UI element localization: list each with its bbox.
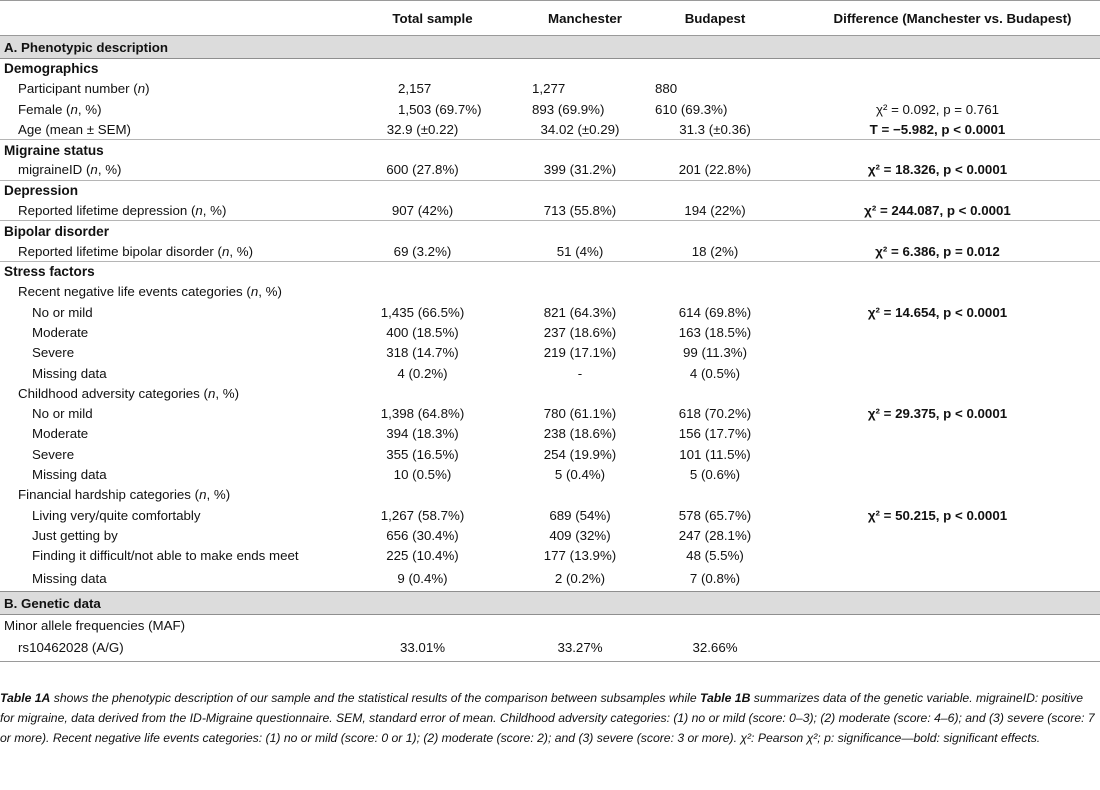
- table-row: [0, 424, 1100, 444]
- group-row: [0, 59, 1100, 79]
- cell-budapest: 4 (0.5%): [689, 365, 741, 381]
- cell-total: 656 (30.4%): [386, 527, 459, 543]
- row-label: Childhood adversity categories (n, %): [18, 385, 239, 401]
- table-row: [0, 383, 1100, 403]
- table-row: [0, 160, 1100, 180]
- row-label: Missing data: [32, 571, 107, 587]
- caption-text-1: shows the phenotypic description of our sample and the statistical results of the comparison between subsamples while: [50, 691, 701, 705]
- cell-budapest: 610 (69.3%): [655, 101, 728, 117]
- cell-manchester: 254 (19.9%): [543, 446, 617, 462]
- table-caption: [0, 689, 1096, 748]
- cell-manchester: 780 (61.1%): [543, 406, 617, 422]
- group-title: Demographics: [4, 61, 99, 77]
- cell-manchester: -: [577, 365, 583, 381]
- cell-manchester: 2 (0.2%): [554, 571, 606, 587]
- row-label: Severe: [32, 446, 75, 462]
- table-row: [0, 302, 1100, 322]
- cell-total: 10 (0.5%): [393, 467, 452, 483]
- cell-manchester: 51 (4%): [556, 243, 604, 259]
- cell-budapest: 578 (65.7%): [678, 507, 752, 523]
- cell-difference: [775, 464, 1100, 484]
- cell-difference: [775, 79, 1100, 99]
- row-label: Financial hardship categories (n, %): [18, 487, 231, 503]
- group-row: [0, 140, 1100, 160]
- cell-total: 2,157: [398, 81, 432, 97]
- row-label: Just getting by: [32, 527, 118, 543]
- header-budapest: Budapest: [655, 1, 775, 36]
- cell-total: 225 (10.4%): [386, 548, 459, 564]
- table-row: [0, 404, 1100, 424]
- table-row: [0, 241, 1100, 261]
- row-label: Severe: [32, 345, 75, 361]
- cell-total: 4 (0.2%): [397, 365, 448, 381]
- cell-budapest: 5 (0.6%): [689, 467, 741, 483]
- row-label: Finding it difficult/not able to make ends meet: [32, 548, 299, 564]
- cell-budapest: 614 (69.8%): [678, 304, 752, 320]
- group-title: Bipolar disorder: [0, 221, 1100, 241]
- table-row: [0, 615, 1100, 635]
- cell-difference: χ² = 6.386, p = 0.012: [875, 243, 1000, 259]
- table-row: [0, 363, 1100, 383]
- cell-manchester: 33.27%: [505, 635, 655, 661]
- cell-budapest: 194 (22%): [684, 202, 746, 218]
- cell-manchester: 399 (31.2%): [543, 162, 617, 178]
- group-row: [0, 180, 1100, 200]
- group-row: [0, 221, 1100, 241]
- cell-difference: [775, 525, 1100, 545]
- cell-budapest: 156 (17.7%): [678, 426, 752, 442]
- cell-manchester: 689 (54%): [549, 507, 611, 523]
- row-label: Reported lifetime bipolar disorder (n, %): [18, 243, 254, 259]
- table-row: [0, 464, 1100, 484]
- cell-difference: χ² = 0.092, p = 0.761: [875, 101, 1000, 117]
- table-row: [0, 201, 1100, 221]
- cell-manchester: 5 (0.4%): [554, 467, 606, 483]
- table-row: [0, 79, 1100, 99]
- table-row: [0, 635, 1100, 661]
- table-row: [0, 343, 1100, 363]
- cell-difference: [775, 424, 1100, 444]
- row-label: Participant number (n): [18, 81, 150, 97]
- cell-total: 355 (16.5%): [386, 446, 459, 462]
- row-label: Missing data: [32, 365, 107, 381]
- cell-manchester: 237 (18.6%): [543, 325, 617, 340]
- table-row: [0, 99, 1100, 119]
- cell-manchester: 893 (69.9%): [532, 101, 605, 117]
- cell-total: 400 (18.5%): [386, 325, 459, 340]
- section-title: B. Genetic data: [0, 592, 1100, 615]
- cell-manchester: 821 (64.3%): [543, 304, 617, 320]
- cell-difference: [775, 635, 1100, 661]
- cell-budapest: 247 (28.1%): [678, 527, 752, 543]
- cell-difference: χ² = 244.087, p < 0.0001: [864, 202, 1011, 218]
- header-blank: [0, 1, 340, 36]
- cell-difference: χ² = 14.654, p < 0.0001: [867, 304, 1008, 320]
- row-label: Female (n, %): [18, 101, 102, 117]
- cell-total: 9 (0.4%): [397, 571, 448, 587]
- cell-manchester: 713 (55.8%): [543, 202, 617, 218]
- caption-text-2: summarizes data of the genetic variable. migraineID: positive for migraine, data derived from the ID-Migraine questionnaire. SEM, standard error of mean. Childhood adversity categories: (1) no or mild (score: 0–3); (2) moderate (score: 4–6); and (3) severe (score: 7 or more). Recent negative life events categories: (1) no or mild (score: 0 or 1); (2) moderate (score: 2); and (3) severe (score: 3 or more). χ²: Pearson χ²; p: significance—bold: significant effects.: [0, 691, 1095, 745]
- caption-ref-1a: Table 1A: [0, 691, 51, 705]
- cell-difference: T = −5.982, p < 0.0001: [869, 121, 1006, 137]
- cell-budapest: 18 (2%): [691, 243, 739, 259]
- cell-budapest: 7 (0.8%): [689, 571, 741, 587]
- row-label: Minor allele frequencies (MAF): [4, 617, 186, 633]
- table-row: [0, 525, 1100, 545]
- cell-manchester: 219 (17.1%): [543, 345, 617, 361]
- cell-manchester: 177 (13.9%): [543, 548, 617, 564]
- caption-ref-1b: Table 1B: [700, 691, 751, 705]
- cell-total: 1,267 (58.7%): [380, 507, 465, 523]
- table-row: [0, 282, 1100, 302]
- table-row: [0, 566, 1100, 592]
- header-difference: Difference (Manchester vs. Budapest): [775, 1, 1100, 36]
- header-row: [0, 1, 1100, 36]
- group-title: Stress factors: [0, 261, 1100, 281]
- cell-difference: [775, 363, 1100, 383]
- cell-budapest: 201 (22.8%): [678, 162, 752, 178]
- cell-total: 33.01%: [340, 635, 505, 661]
- cell-budapest: 880: [655, 81, 678, 97]
- cell-manchester: 1,277: [532, 81, 566, 97]
- cell-total: 1,398 (64.8%): [380, 406, 465, 422]
- group-title: Migraine status: [0, 140, 1100, 160]
- cell-budapest: 31.3 (±0.36): [679, 121, 751, 137]
- section-title: A. Phenotypic description: [0, 36, 1100, 59]
- row-label: Reported lifetime depression (n, %): [18, 202, 227, 218]
- cell-difference: [775, 444, 1100, 464]
- cell-difference: [775, 322, 1100, 342]
- row-label: Living very/quite comfortably: [32, 507, 201, 523]
- cell-budapest: 101 (11.5%): [679, 446, 751, 462]
- table-row: [0, 322, 1100, 342]
- row-label: Moderate: [32, 426, 89, 442]
- cell-total: 394 (18.3%): [386, 426, 459, 442]
- cell-budapest: 32.66%: [655, 635, 775, 661]
- row-label: Age (mean ± SEM): [18, 121, 131, 137]
- cell-difference: χ² = 50.215, p < 0.0001: [867, 507, 1008, 523]
- row-label: No or mild: [32, 304, 93, 320]
- header-total: Total sample: [340, 1, 505, 36]
- cell-budapest: 618 (70.2%): [678, 406, 752, 422]
- section-row: [0, 592, 1100, 615]
- row-label: rs10462028 (A/G): [0, 635, 340, 661]
- cell-difference: [775, 343, 1100, 363]
- group-row: [0, 261, 1100, 281]
- row-label: Recent negative life events categories (n, %): [18, 284, 282, 300]
- group-title: Depression: [0, 180, 1100, 200]
- cell-difference: χ² = 29.375, p < 0.0001: [867, 406, 1008, 422]
- cell-budapest: 163 (18.5%): [678, 325, 752, 340]
- cell-total: 32.9 (±0.22): [386, 121, 459, 137]
- cell-total: 1,503 (69.7%): [398, 101, 482, 117]
- cell-manchester: 34.02 (±0.29): [540, 121, 620, 137]
- row-label: No or mild: [32, 406, 93, 422]
- cell-manchester: 238 (18.6%): [543, 426, 617, 442]
- row-label: Missing data: [32, 467, 107, 483]
- cell-difference: [775, 546, 1100, 566]
- cell-total: 1,435 (66.5%): [380, 304, 465, 320]
- table-row: [0, 485, 1100, 505]
- cell-total: 318 (14.7%): [386, 345, 459, 361]
- cell-total: 907 (42%): [391, 202, 454, 218]
- cell-total: 69 (3.2%): [393, 243, 452, 259]
- table-row: [0, 505, 1100, 525]
- table-row: [0, 546, 1100, 566]
- cell-budapest: 48 (5.5%): [686, 548, 744, 564]
- cell-total: 600 (27.8%): [386, 162, 459, 178]
- cell-budapest: 99 (11.3%): [682, 345, 748, 361]
- section-row: [0, 36, 1100, 59]
- cell-difference: χ² = 18.326, p < 0.0001: [867, 162, 1008, 178]
- header-manchester: Manchester: [505, 1, 655, 36]
- row-label: Moderate: [32, 325, 89, 340]
- row-label: migraineID (n, %): [18, 162, 122, 178]
- cell-difference: [775, 566, 1100, 592]
- cell-manchester: 409 (32%): [549, 527, 611, 543]
- table-row: [0, 119, 1100, 139]
- table-row: [0, 444, 1100, 464]
